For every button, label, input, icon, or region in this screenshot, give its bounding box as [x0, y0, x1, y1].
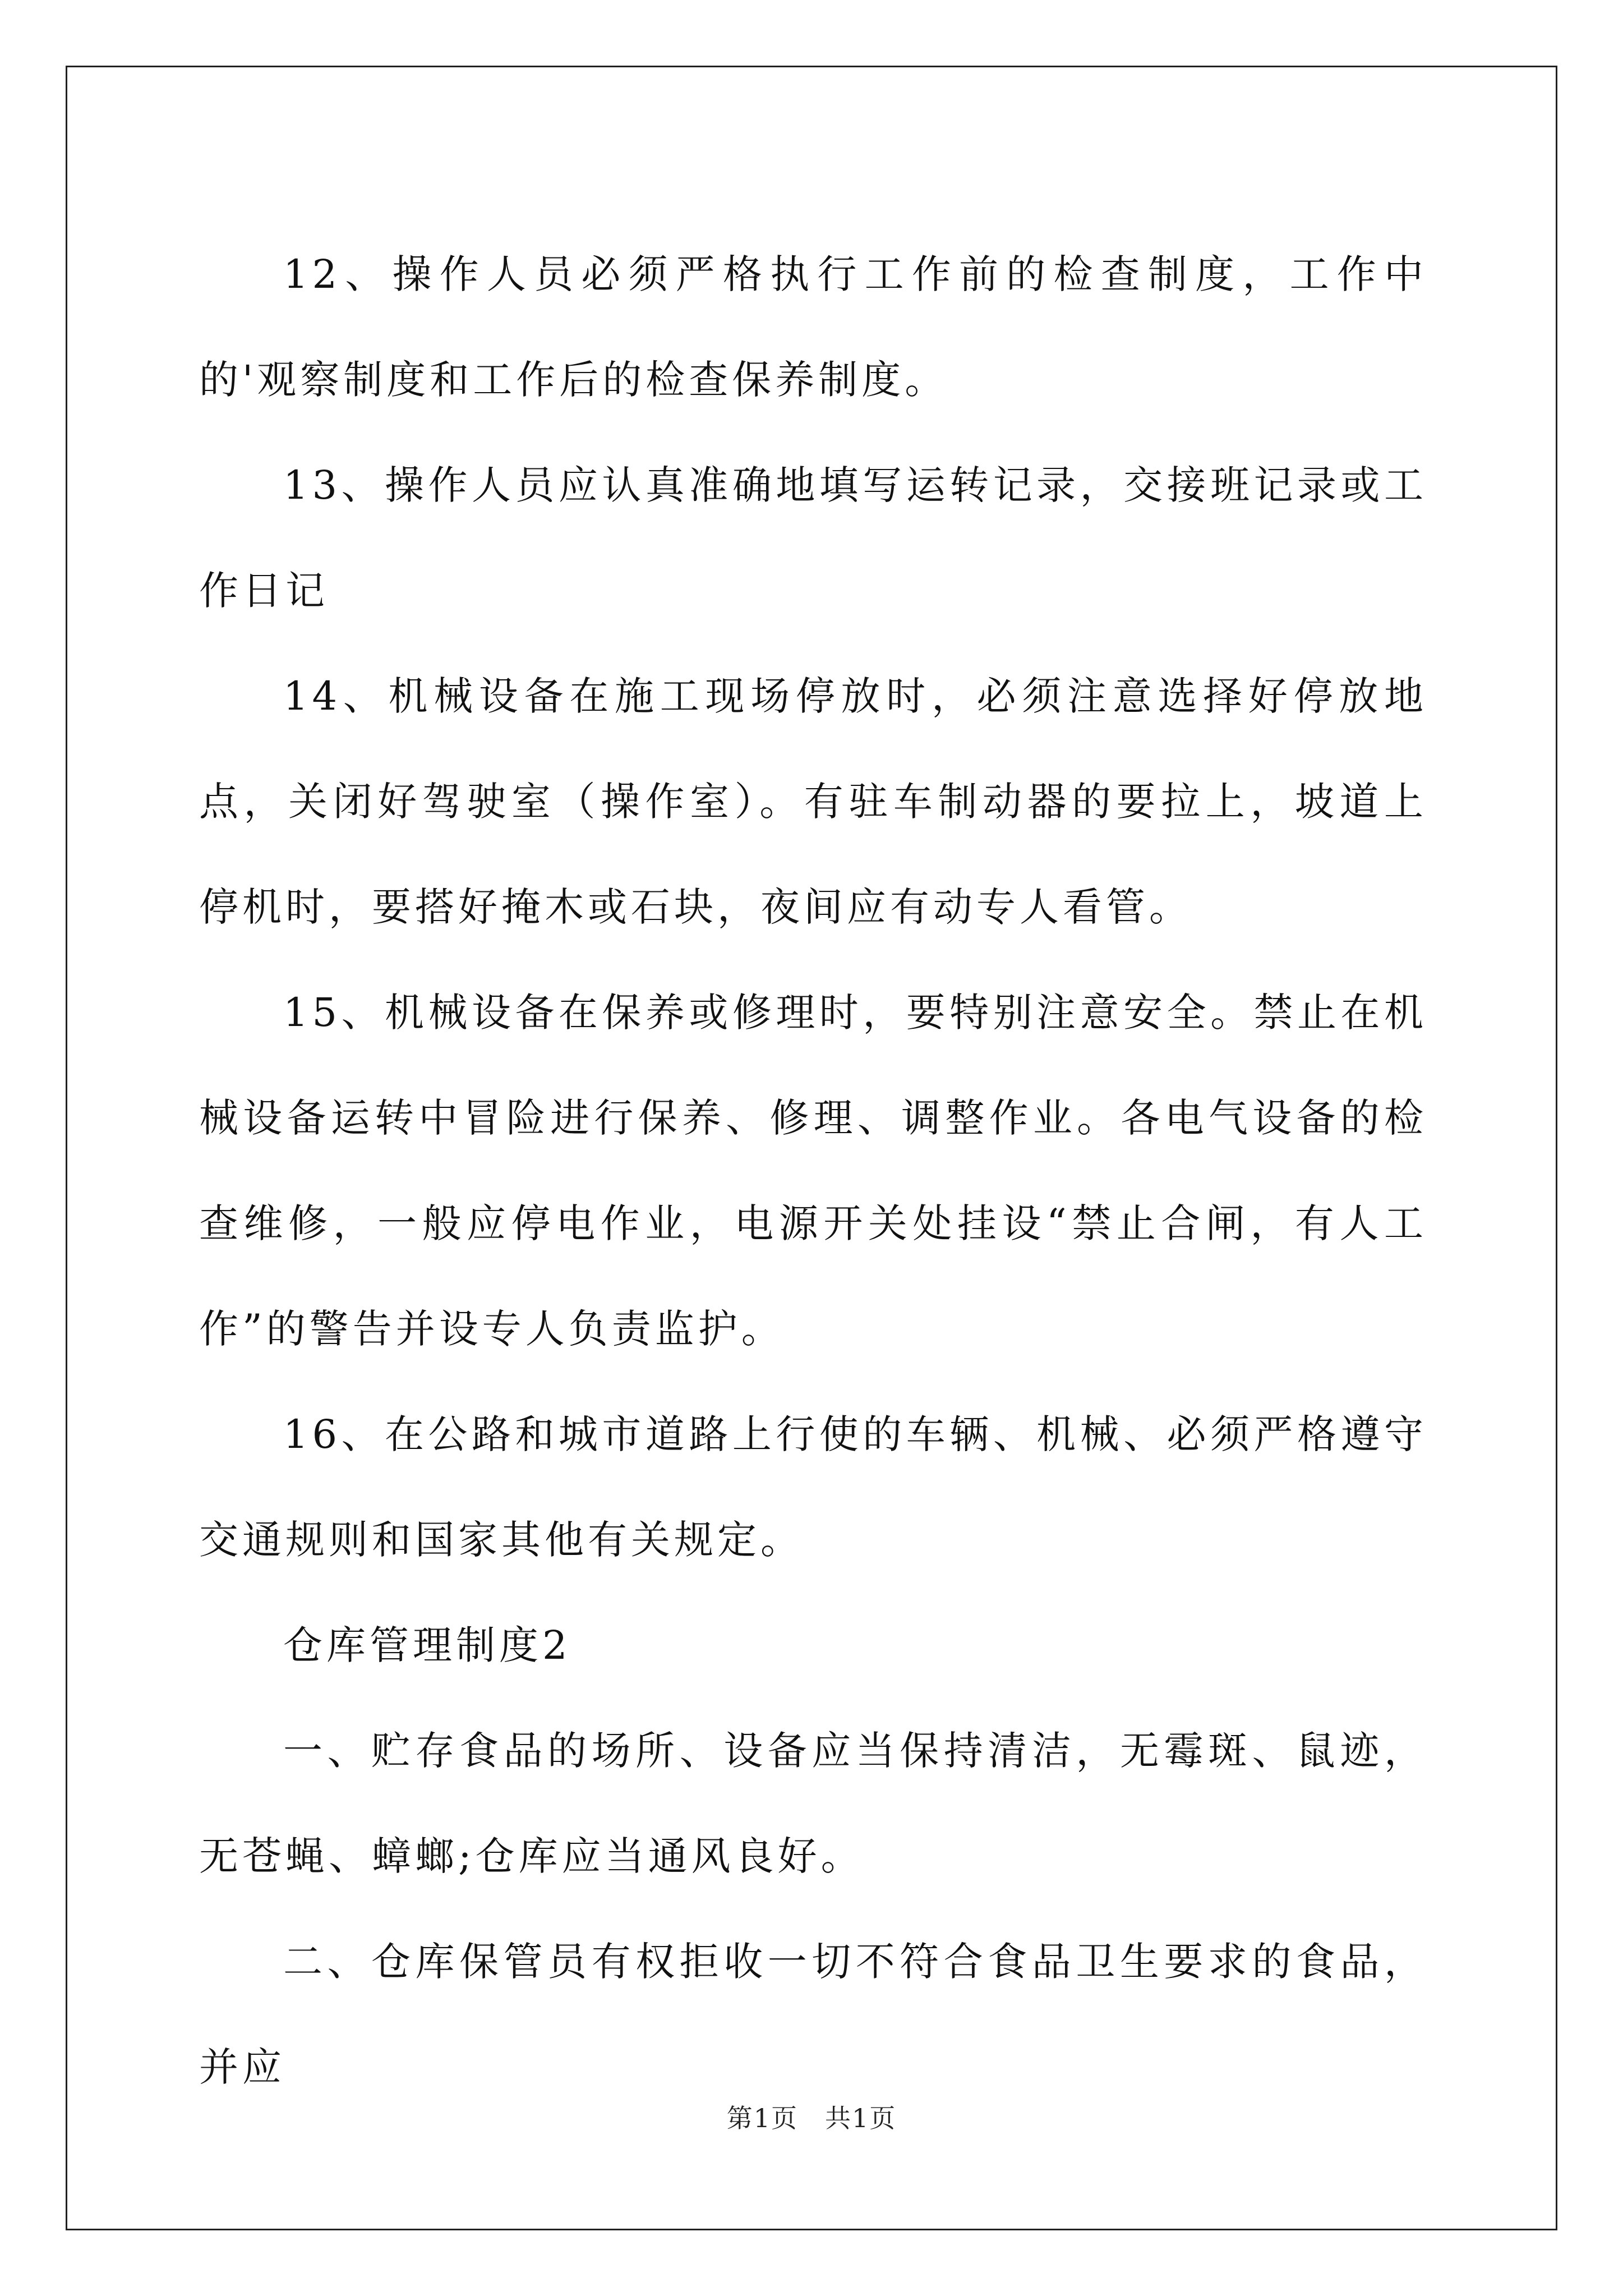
paragraph-16: 16、在公路和城市道路上行使的车辆、机械、必须严格遵守交通规则和国家其他有关规定。	[199, 1411, 1427, 1563]
document-body	[199, 222, 1427, 2120]
paragraph-15: 15、机械设备在保养或修理时，要特别注意安全。禁止在机械设备运转中冒险进行保养、修理、调整作业。各电气设备的检查维修，一般应停电作业，电源开关处挂设“禁止合闸，有人工作”的警告并设专人负责监护。	[199, 990, 1427, 1352]
paragraph-item-1: 一、贮存食品的场所、设备应当保持清洁，无霉斑、鼠迹，无苍蝇、蟑螂;仓库应当通风良好。	[199, 1728, 1427, 1879]
paragraph-13: 13、操作人员应认真准确地填写运转记录，交接班记录或工作日记	[199, 462, 1427, 614]
page-number-footer: 第1页 共1页	[726, 2103, 897, 2133]
paragraph-item-2: 二、仓库保管员有权拒收一切不符合食品卫生要求的食品，并应	[199, 1939, 1427, 2090]
paragraph-12: 12、操作人员必须严格执行工作前的检查制度，工作中的'观察制度和工作后的检查保养制度。	[199, 251, 1427, 403]
paragraph-14: 14、机械设备在施工现场停放时，必须注意选择好停放地点，关闭好驾驶室（操作室）。有驻车制动器的要拉上，坡道上停机时，要搭好掩木或石块，夜间应有动专人看管。	[199, 673, 1427, 930]
section-heading: 仓库管理制度2	[283, 1622, 571, 1668]
